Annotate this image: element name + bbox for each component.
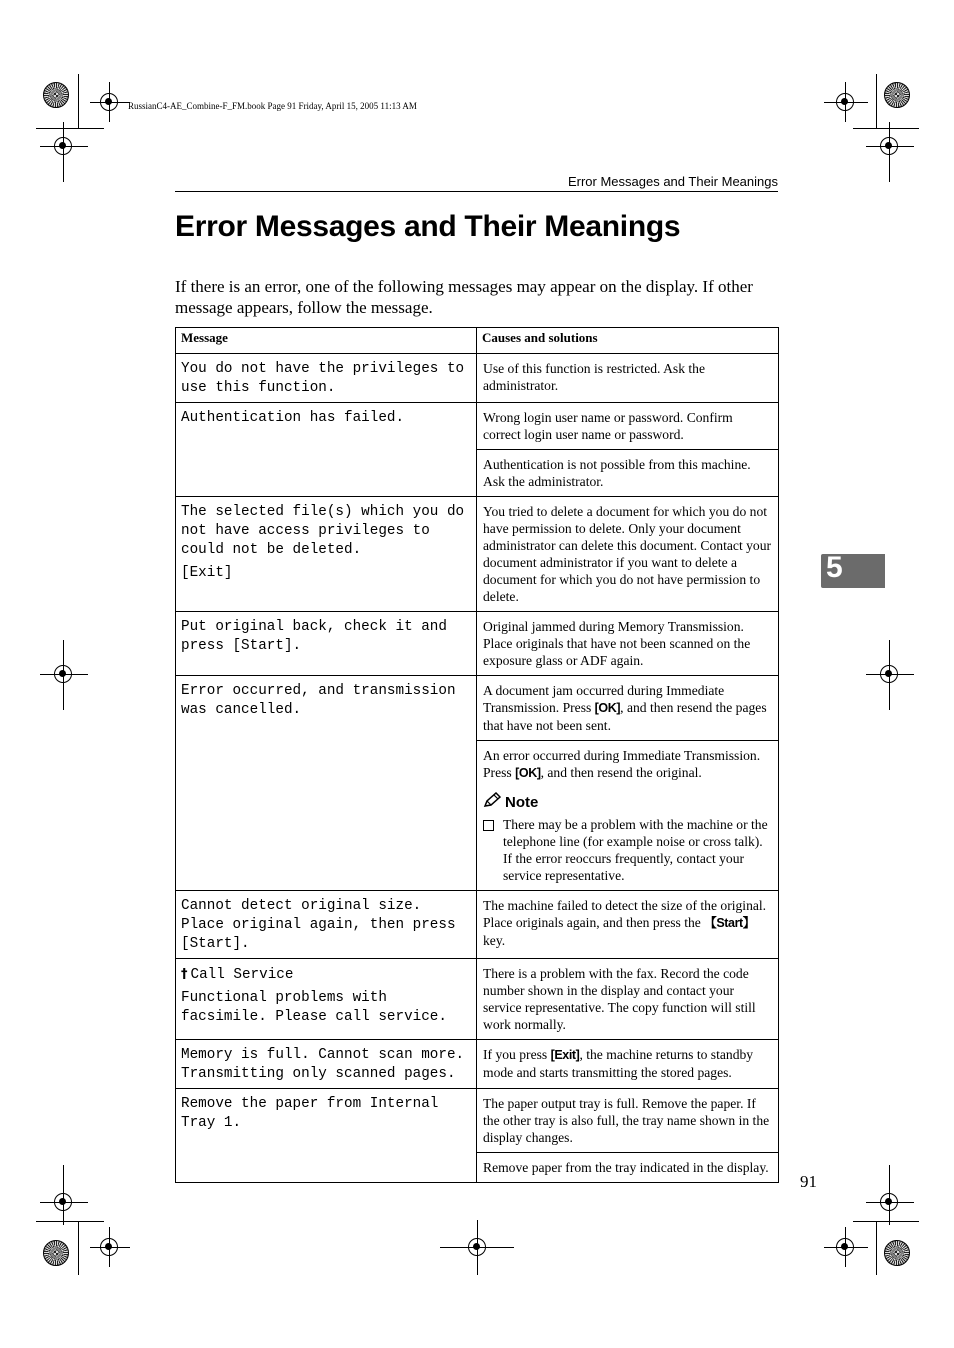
solution-fragment: , the machine returns to standby mode and starts transmitting the stored pages.	[483, 1047, 754, 1080]
message-text	[181, 360, 471, 398]
running-head: Error Messages and Their Meanings	[567, 174, 778, 189]
table-row	[176, 1040, 779, 1089]
causes-cell	[477, 354, 779, 403]
note-label: Note	[505, 793, 539, 811]
table-body	[176, 354, 779, 1183]
message-cell	[176, 612, 477, 676]
message-cell	[176, 1040, 477, 1089]
solution-fragment: Use of this function is restricted. Ask the administrator.	[483, 361, 705, 393]
solution-text	[483, 503, 773, 605]
solution-fragment: , and then resend the original.	[540, 765, 702, 780]
message-cell	[176, 497, 477, 612]
message-text	[181, 965, 471, 985]
causes-cell	[477, 1040, 779, 1089]
solution-text	[483, 965, 773, 1033]
message-text	[181, 989, 471, 1027]
table-row	[176, 354, 779, 403]
solution-text	[483, 1046, 773, 1081]
error-messages-table	[175, 327, 779, 1183]
solution-text	[483, 682, 773, 734]
intro-paragraph: If there is an error, one of the following messages may appear on the display. If other message appears, follow the message.	[175, 277, 753, 317]
message-text	[181, 897, 471, 954]
wrench-icon: †	[181, 967, 188, 982]
checkbox-bullet-icon	[483, 820, 494, 831]
page-number: 91	[800, 1172, 817, 1191]
message-line: Remove the paper from Internal Tray 1.	[181, 1096, 439, 1131]
table-row	[176, 497, 779, 612]
causes-cell	[477, 1153, 779, 1183]
solution-text	[483, 897, 773, 949]
solution-fragment: , and then resend the pages that have not been sent.	[483, 700, 767, 733]
solution-fragment: Original jammed during Memory Transmission. Place originals that have not been scanned on the exposure glass or ADF again.	[483, 619, 751, 668]
table-header-row	[176, 328, 779, 354]
header-rule	[175, 191, 778, 192]
note-item	[483, 816, 773, 884]
note-heading	[483, 792, 773, 812]
pencil-icon	[483, 792, 501, 812]
causes-cell	[477, 1089, 779, 1153]
chapter-number: 5	[826, 551, 843, 584]
solution-text	[483, 747, 773, 782]
message-cell	[176, 1089, 477, 1183]
message-line: Put original back, check it and press [Start].	[181, 619, 447, 654]
solution-fragment: Authentication is not possible from this machine. Ask the administrator.	[483, 457, 751, 489]
message-line: Memory is full. Cannot scan more. Transmitting only scanned pages.	[181, 1047, 465, 1082]
message-line: The selected file(s) which you do not have access privileges to could not be deleted.	[181, 504, 465, 558]
message-cell	[176, 354, 477, 403]
solution-fragment: Remove paper from the tray indicated in the display.	[483, 1160, 769, 1175]
table-row	[176, 612, 779, 676]
message-line: Error occurred, and transmission was cancelled.	[181, 683, 456, 718]
table-row	[176, 403, 779, 450]
causes-cell	[477, 741, 779, 891]
solution-fragment: You tried to delete a document for which you do not have permission to delete. Only your document administrator can delete this document. Contact your document administrator if you want to delete a document for which you do not have permission to delete.	[483, 504, 772, 604]
message-text	[181, 409, 471, 428]
causes-cell	[477, 497, 779, 612]
message-text	[181, 1046, 471, 1084]
causes-cell	[477, 612, 779, 676]
solution-fragment: A document jam occurred during Immediate Transmission. Press	[483, 683, 725, 715]
solution-text	[483, 1159, 773, 1176]
message-text	[181, 618, 471, 656]
column-header-message: Message	[176, 328, 477, 354]
causes-cell	[477, 450, 779, 497]
message-cell	[176, 959, 477, 1040]
table-row	[176, 959, 779, 1040]
note-text: There may be a problem with the machine or the telephone line (for example noise or cross talk). If the error reoccurs frequently, contact your service representative.	[503, 817, 768, 883]
message-line: Cannot detect original size. Place original again, then press [Start].	[181, 898, 456, 952]
causes-cell	[477, 403, 779, 450]
causes-cell	[477, 959, 779, 1040]
message-text	[181, 503, 471, 560]
message-cell	[176, 676, 477, 891]
book-file-line: RussianC4-AE_Combine-F_FM.book Page 91 Friday, April 15, 2005 11:13 AM	[128, 101, 417, 111]
message-line: Functional problems with facsimile. Please call service.	[181, 990, 447, 1025]
message-text	[181, 564, 471, 583]
column-header-causes: Causes and solutions	[477, 328, 779, 354]
message-text	[181, 682, 471, 720]
key-label: [Exit]	[550, 1048, 580, 1062]
solution-fragment: key.	[483, 933, 506, 948]
message-text	[181, 1095, 471, 1133]
table-row	[176, 1089, 779, 1153]
table-row	[176, 676, 779, 741]
solution-text	[483, 409, 773, 443]
message-line: Call Service	[190, 967, 294, 983]
solution-fragment: An error occurred during Immediate Transmission. Press	[483, 748, 761, 780]
solution-fragment: The paper output tray is full. Remove the paper. If the other tray is also full, the tray name shown in the display changes.	[483, 1096, 770, 1145]
table-row	[176, 891, 779, 959]
solution-text	[483, 618, 773, 669]
causes-cell	[477, 891, 779, 959]
key-label: 【Start】	[704, 916, 755, 930]
message-cell	[176, 891, 477, 959]
solution-fragment: There is a problem with the fax. Record the code number shown in the display and contact your service representative. The copy function will still work normally.	[483, 966, 756, 1032]
solution-fragment: The machine failed to detect the size of the original. Place originals again, and then press the	[483, 898, 767, 930]
message-cell	[176, 403, 477, 497]
key-label: [OK]	[515, 766, 541, 780]
solution-fragment: If you press	[483, 1047, 551, 1062]
message-line: [Exit]	[181, 565, 233, 581]
solution-text	[483, 360, 773, 394]
message-line: You do not have the privileges to use this function.	[181, 361, 465, 396]
page-title: Error Messages and Their Meanings	[175, 210, 681, 243]
key-label: [OK]	[594, 701, 621, 715]
solution-fragment: Wrong login user name or password. Confirm correct login user name or password.	[483, 410, 733, 442]
solution-text	[483, 1095, 773, 1146]
message-line: Authentication has failed.	[181, 410, 405, 426]
solution-text	[483, 456, 773, 490]
causes-cell	[477, 676, 779, 741]
